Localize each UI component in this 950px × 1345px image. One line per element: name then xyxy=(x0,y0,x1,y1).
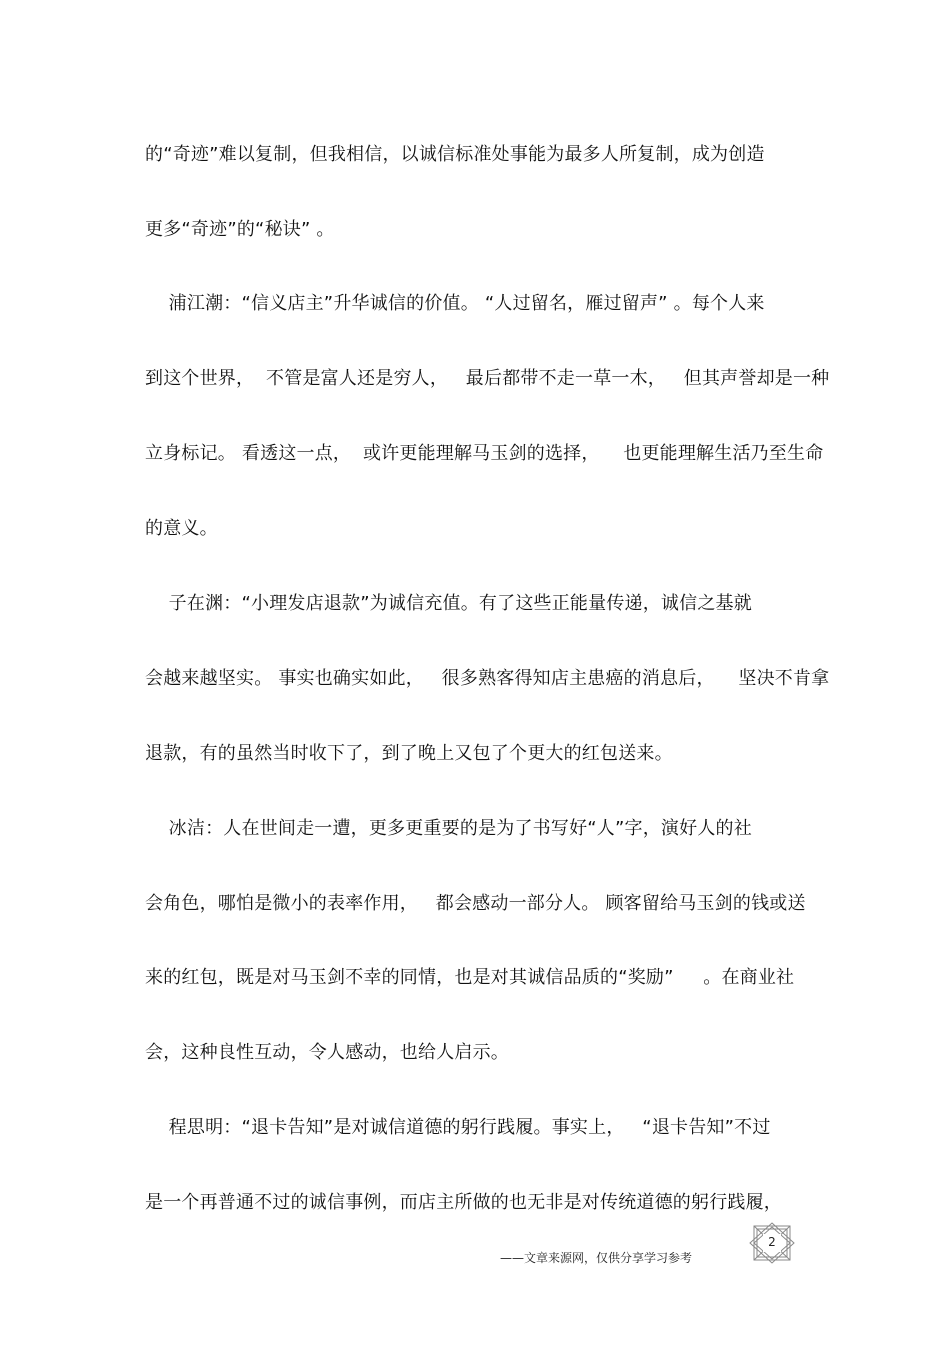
text-line: 会，这种良性互动，令人感动，也给人启示。 xyxy=(145,1042,509,1063)
text-line: 到这个世界， 不管是富人还是穷人， 最后都带不走一草一木， 但其声誉却是一种 xyxy=(145,368,830,389)
text-line: 浦江潮：“信义店主”升华诚信的价值。 “人过留名，雁过留声” 。每个人来 xyxy=(145,293,765,314)
text-line: 会角色，哪怕是微小的表率作用， 都会感动一部分人。 顾客留给马玉剑的钱或送 xyxy=(145,893,806,914)
text-line: 来的红包，既是对马玉剑不幸的同情，也是对其诚信品质的“奖励” 。在商业社 xyxy=(145,967,795,988)
text-line: 冰洁：人在世间走一遭，更多更重要的是为了书写好“人”字，演好人的社 xyxy=(145,818,752,839)
text-line: 会越来越坚实。 事实也确实如此， 很多熟客得知店主患癌的消息后， 坚决不肯拿 xyxy=(145,668,830,689)
text-line: 的意义。 xyxy=(145,518,218,539)
text-line: 立身标记。 看透这一点， 或许更能理解马玉剑的选择， 也更能理解生活乃至生命 xyxy=(145,443,824,464)
text-line: 更多“奇迹”的“秘诀” 。 xyxy=(145,219,335,240)
text-line: 的“奇迹”难以复制，但我相信，以诚信标准处事能为最多人所复制，成为创造 xyxy=(145,144,765,165)
text-line: 程思明：“退卡告知”是对诚信道德的躬行践履。事实上， “退卡告知”不过 xyxy=(145,1117,771,1138)
page-number: 2 xyxy=(768,1235,776,1249)
footer-source-note: ——文章来源网，仅供分享学习参考 xyxy=(500,1251,693,1265)
text-line: 退款，有的虽然当时收下了，到了晚上又包了个更大的红包送来。 xyxy=(145,743,673,764)
page-number-badge xyxy=(748,1222,796,1264)
text-line: 子在渊：“小理发店退款”为诚信充值。有了这些正能量传递，诚信之基就 xyxy=(145,593,752,614)
text-line: 是一个再普通不过的诚信事例，而店主所做的也无非是对传统道德的躬行践履， xyxy=(145,1192,782,1213)
